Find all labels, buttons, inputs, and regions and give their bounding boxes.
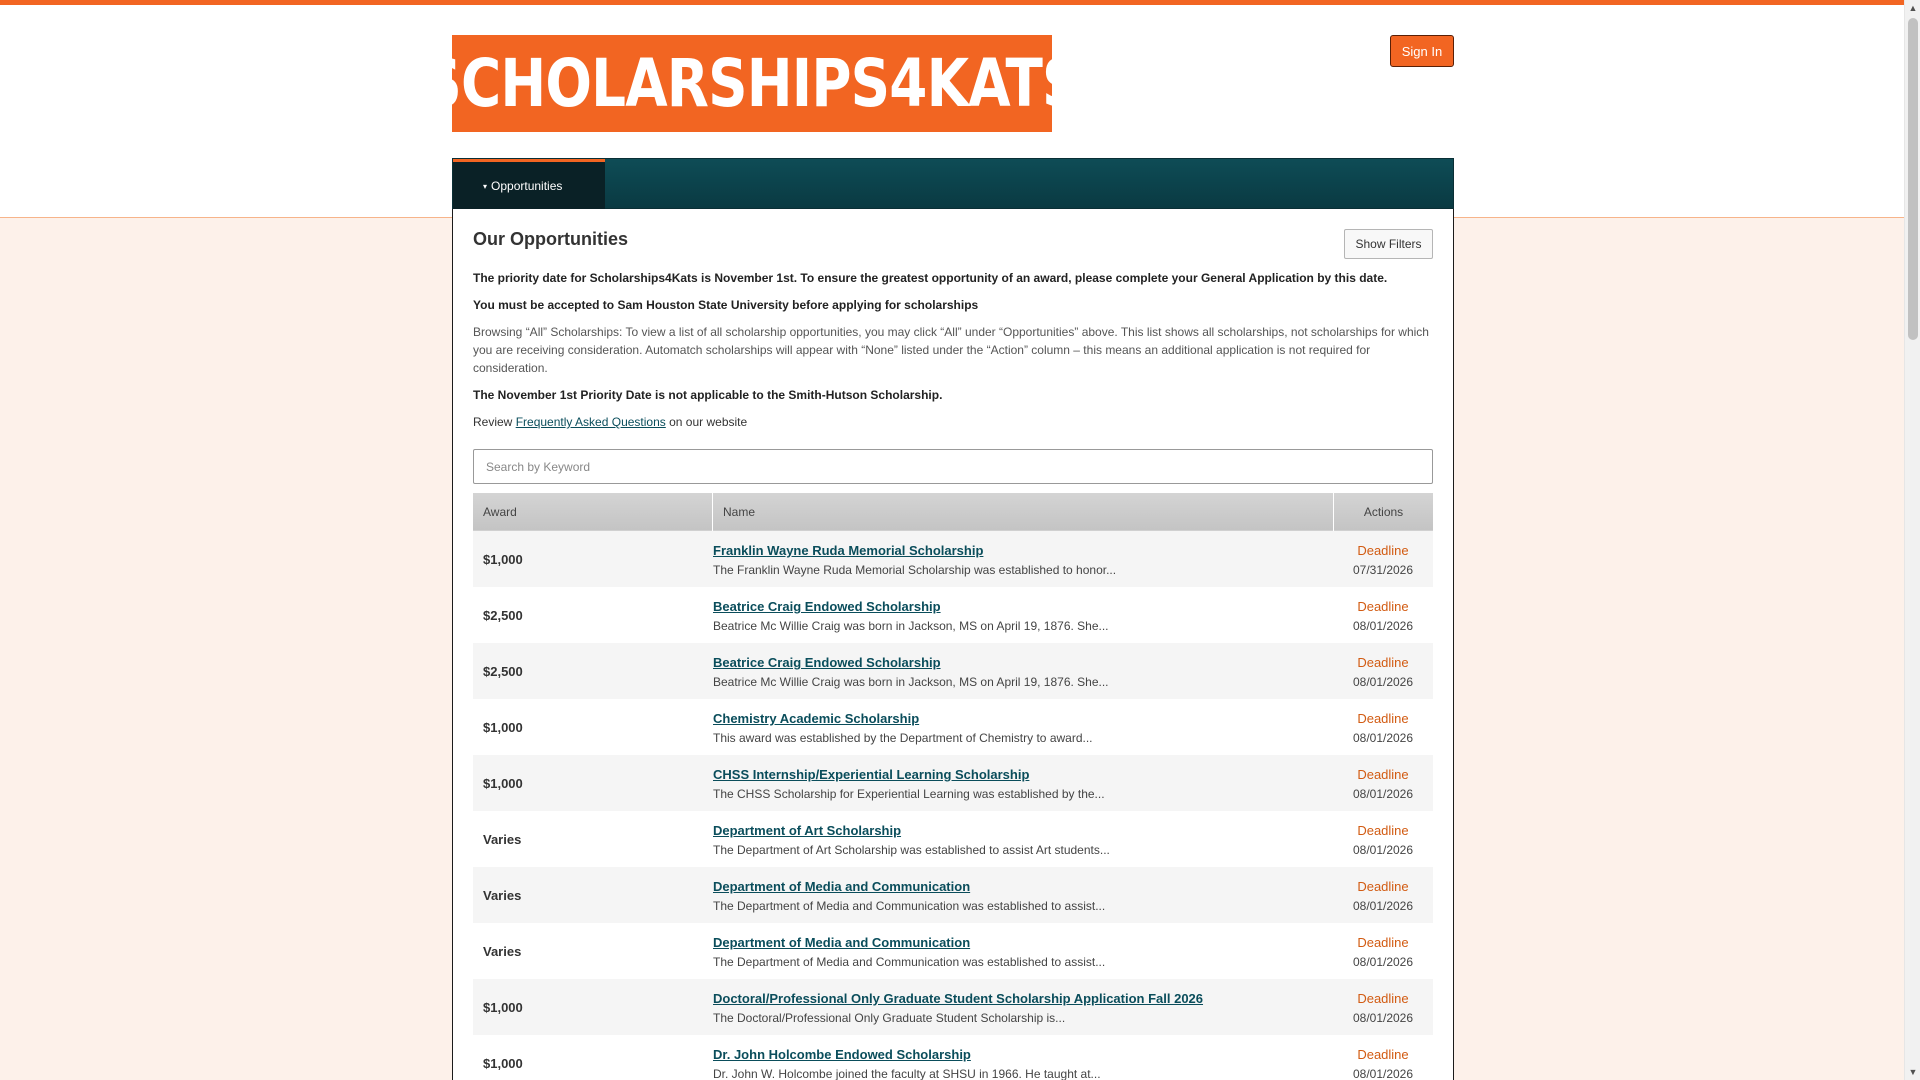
table-row [473,979,1433,1035]
table-row [473,867,1433,923]
actions-cell [1333,823,1433,858]
search-input[interactable] [473,449,1433,484]
smith-hutson-notice: The November 1st Priority Date is not applicable to the Smith-Hutson Scholarship. [473,388,943,402]
deadline-date: 08/01/2026 [1352,675,1414,689]
priority-date-notice: The priority date for Scholarships4Kats is November 1st. To ensure the greatest opportunity of an award, please complete your General Application by this date. [473,271,1388,285]
deadline-date: 08/01/2026 [1352,1067,1414,1080]
award-amount: $1,000 [483,1056,523,1071]
name-cell [713,879,1323,914]
tab-opportunities[interactable] [453,159,605,210]
award-amount: $2,500 [483,608,523,623]
deadline-date: 08/01/2026 [1352,619,1414,633]
deadline-date: 08/01/2026 [1352,955,1414,969]
table-header [473,493,1433,531]
scholarship-link[interactable]: Department of Media and Communication [713,935,971,950]
deadline-date: 08/01/2026 [1352,899,1414,913]
name-cell [713,599,1323,634]
actions-cell [1333,711,1433,746]
award-amount: Varies [483,944,522,959]
main-nav [452,158,1454,209]
faq-review-line [473,413,1435,431]
scholarship-link[interactable]: Department of Art Scholarship [713,823,902,838]
actions-column-header: Actions [1333,493,1433,531]
name-cell [713,543,1323,578]
award-amount: $1,000 [483,776,523,791]
scholarship-description: This award was established by the Department of Chemistry to award... [713,731,1093,745]
award-amount: Varies [483,888,522,903]
scrollbar-thumb[interactable] [1908,18,1918,340]
deadline-label: Deadline [1357,767,1409,782]
site-logo[interactable] [422,35,1082,132]
scholarship-description: The Department of Media and Communication was established to assist... [713,899,1106,913]
table-row [473,699,1433,755]
browsing-all-notice: Browsing “All” Scholarships: To view a list of all scholarship opportunities, you may click “All” under “Opportunities” above. This list shows all scholarships, not scholarships for which you are receiving consideration. Automatch scholarships will appear with “None” listed under the “Action” column – this means an additional application is not required for consideration. [473,325,1429,375]
top-accent-bar [0,0,1904,5]
actions-cell [1333,599,1433,634]
table-row [473,923,1433,979]
scroll-down-arrow-icon[interactable]: ▼ [1908,1067,1918,1077]
deadline-label: Deadline [1357,823,1409,838]
table-row [473,531,1433,587]
faq-link[interactable]: Frequently Asked Questions [515,415,666,429]
scholarship-description: Beatrice Mc Willie Craig was born in Jackson, MS on April 19, 1876. She... [713,619,1109,633]
scholarship-link[interactable]: Department of Media and Communication [713,879,971,894]
deadline-date: 08/01/2026 [1352,1011,1414,1025]
deadline-label: Deadline [1357,599,1409,614]
table-row [473,643,1433,699]
scholarship-link[interactable]: Beatrice Craig Endowed Scholarship [713,655,941,670]
table-row [473,755,1433,811]
scholarship-description: The Franklin Wayne Ruda Memorial Scholarship was established to honor... [713,563,1117,577]
table-row [473,811,1433,867]
deadline-date: 08/01/2026 [1352,731,1414,745]
deadline-date: 08/01/2026 [1352,843,1414,857]
logo-text: SCHOLARSHIPS4KATS [422,44,1082,122]
deadline-label: Deadline [1357,935,1409,950]
deadline-date: 08/01/2026 [1352,787,1414,801]
scholarship-description: The Doctoral/Professional Only Graduate Student Scholarship is... [713,1011,1066,1025]
content-panel [452,209,1454,1080]
deadline-label: Deadline [1357,991,1409,1006]
scholarship-link[interactable]: Doctoral/Professional Only Graduate Student Scholarship Application Fall 2026 [713,991,1204,1006]
table-row [473,1035,1433,1080]
name-cell [713,767,1323,802]
scholarship-description: The Department of Media and Communication was established to assist... [713,955,1106,969]
review-suffix: on our website [665,415,748,429]
name-cell [713,823,1323,858]
table-row [473,587,1433,643]
award-amount: $1,000 [483,1000,523,1015]
award-column-header[interactable]: Award [483,505,517,519]
name-cell [713,1047,1323,1080]
scholarship-description: Beatrice Mc Willie Craig was born in Jackson, MS on April 19, 1876. She... [713,675,1109,689]
scholarship-link[interactable]: Franklin Wayne Ruda Memorial Scholarship [713,543,984,558]
award-amount: Varies [483,832,522,847]
name-cell [713,935,1323,970]
name-cell [713,991,1323,1026]
award-amount: $2,500 [483,664,523,679]
deadline-label: Deadline [1357,543,1409,558]
actions-cell [1333,879,1433,914]
name-cell [713,655,1323,690]
tab-opportunities-label: Opportunities [491,179,563,193]
actions-cell [1333,655,1433,690]
scroll-up-arrow-icon[interactable]: ▲ [1908,3,1918,13]
deadline-label: Deadline [1357,879,1409,894]
actions-cell [1333,935,1433,970]
scholarship-link[interactable]: CHSS Internship/Experiential Learning Scholarship [713,767,1030,782]
opportunities-table [473,493,1433,1080]
name-column-header[interactable]: Name [712,493,1345,531]
scholarship-description: Dr. John W. Holcombe joined the faculty at SHSU in 1966. He taught at... [713,1067,1101,1080]
scholarship-description: The CHSS Scholarship for Experiential Learning was established by the... [713,787,1105,801]
award-amount: $1,000 [483,552,523,567]
acceptance-notice: You must be accepted to Sam Houston State University before applying for scholarships [473,298,979,312]
scholarship-link[interactable]: Dr. John Holcombe Endowed Scholarship [713,1047,971,1062]
award-amount: $1,000 [483,720,523,735]
scholarship-description: The Department of Art Scholarship was established to assist Art students... [713,843,1110,857]
deadline-date: 07/31/2026 [1352,563,1414,577]
actions-cell [1333,991,1433,1026]
scholarship-link[interactable]: Chemistry Academic Scholarship [713,711,920,726]
deadline-label: Deadline [1357,1047,1409,1062]
review-prefix: Review [473,415,516,429]
page-scrollbar[interactable] [1904,0,1920,1080]
actions-cell [1333,767,1433,802]
actions-cell [1333,543,1433,578]
name-cell [713,711,1323,746]
sign-in-button[interactable]: Sign In [1390,35,1454,67]
show-filters-button[interactable]: Show Filters [1344,229,1433,259]
deadline-label: Deadline [1357,655,1409,670]
deadline-label: Deadline [1357,711,1409,726]
scholarship-link[interactable]: Beatrice Craig Endowed Scholarship [713,599,941,614]
actions-cell [1333,1047,1433,1080]
caret-down-icon: ▾ [483,181,488,191]
page-title: Our Opportunities [473,229,628,249]
